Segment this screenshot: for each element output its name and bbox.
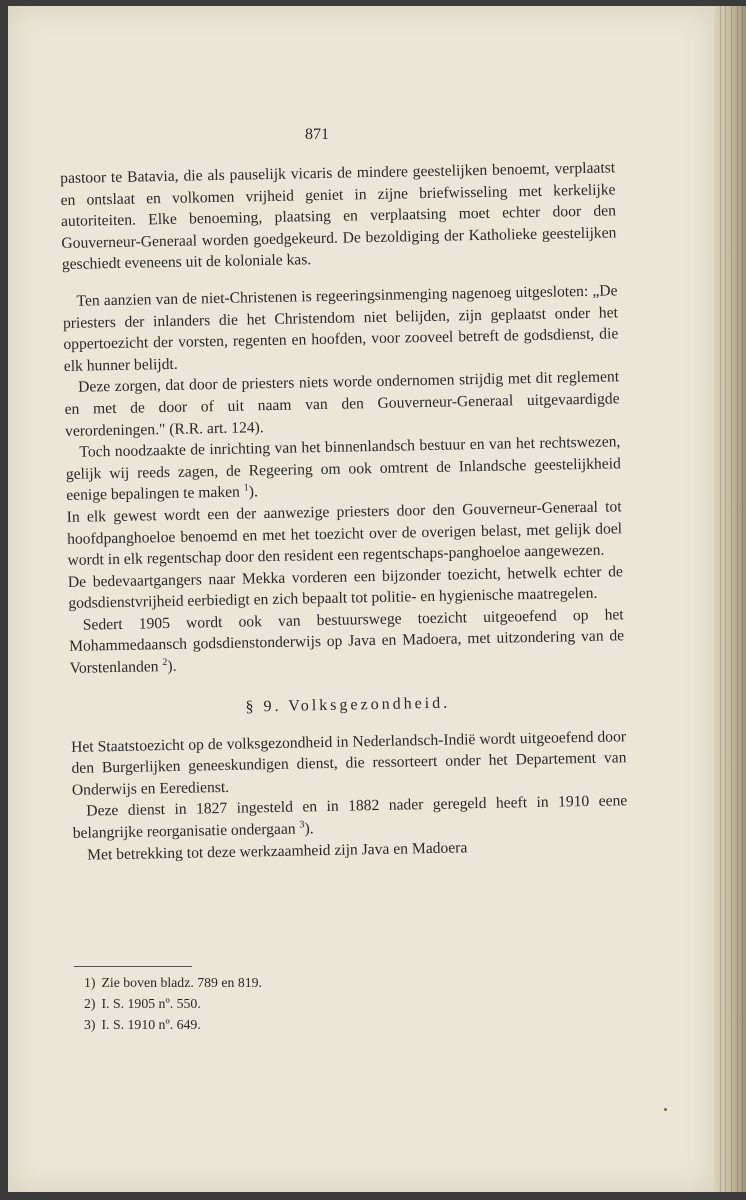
paragraph-text: Toch noodzaakte de inrichting van het binnenlandsch bestuur en van het rechtswezen, gelijk wij reeds zagen, de Regeering om ook omtrent de Inlandsche geestelijkheid eenige bepalingen te maken bbox=[65, 433, 621, 505]
paragraph: Deze zorgen, dat door de priesters niets worde ondernomen strijdig met dit reglement en met de door of uit naam van den Gouverneur-Generaal uitgevaardigde verordeningen." (R.R. art. 124). bbox=[64, 368, 620, 440]
paragraph: Ten aanzien van de niet-Christenen is regeeringsinmenging nagenoeg uitgesloten: „De priesters der inlanders die het Christendom niet belijden, zijn geplaatst onder het oppertoezicht der vorsten, regenten en hoofden, voor zooveel betreft de godsdienst, die elk hunner belijdt. bbox=[62, 282, 619, 375]
footnote-ref: 3 bbox=[299, 819, 305, 831]
page-edge bbox=[714, 6, 746, 1192]
footnote-ref: 1 bbox=[243, 482, 249, 494]
section-heading: § 9. Volksgezondheid. bbox=[245, 694, 451, 716]
paragraph-text: Deze dienst in 1827 ingesteld en in 1882 nader geregeld heeft in 1910 eene belangrijke reorganisatie ondergaan bbox=[72, 792, 628, 842]
footnote bbox=[84, 1014, 262, 1035]
page-number: 871 bbox=[305, 126, 329, 143]
paragraph: Het Staatstoezicht op de volksgezondheid in Nederlandsch-Indië wordt uitgeoefend door den Burgerlijken geneeskundigen dienst, die ressorteert onder het Departement van Onderwijs en Eeredienst. bbox=[70, 727, 627, 799]
footnotes bbox=[84, 972, 262, 1035]
paragraph: In elk gewest wordt een der aanwezige priesters door den Gouverneur-Generaal tot hoofdpanghoeloe benoemd en met het toezicht over de overigen belast, met gelijk doel wordt in elk regentschap door den resident een regentschaps-panghoeloe aangewezen. bbox=[66, 498, 623, 570]
paragraph: Met betrekking tot deze werkzaamheid zijn Java en Madoera bbox=[87, 838, 468, 864]
footnote bbox=[84, 972, 262, 993]
body-text bbox=[60, 157, 628, 866]
footnote-text: Zie boven bladz. 789 en 819. bbox=[101, 975, 262, 990]
footnote bbox=[84, 993, 262, 1014]
footnote-mark: 1) bbox=[84, 975, 96, 990]
paragraph bbox=[69, 604, 625, 679]
paragraph-tail: ). bbox=[167, 657, 177, 676]
paper-speck bbox=[664, 1108, 667, 1111]
paragraph: De bedevaartgangers naar Mekka vorderen een bijzonder toezicht, hetwelk echter de godsdienstvrijheid eerbiedigt en zich bepaalt tot politie- en hygienische maatregelen. bbox=[67, 562, 624, 613]
footnote-mark: 3) bbox=[84, 1017, 96, 1032]
footnote-mark: 2) bbox=[84, 996, 96, 1011]
footnote-ref: 2 bbox=[162, 656, 168, 669]
paragraph-tail: ). bbox=[248, 483, 259, 501]
paragraph: pastoor te Batavia, die als pauselijk vicaris de mindere geestelijken benoemt, verplaatst en ontslaat en volkomen vrijheid geniet in zijne briefwisseling met kerkelijke autoriteiten. Elke benoeming, plaatsing en verplaatsing moet echter door den Gouverneur-Generaal worden goedgekeurd. De bezoldiging der Katholieke geestelijken geschiedt eveneens uit de koloniale kas. bbox=[60, 159, 617, 274]
paragraph-text: Sedert 1905 wordt ook van bestuurswege toezicht uitgeoefend op het Mohammedaansch godsdienstonderwijs op Java en Madoera, met uitzondering van de Vorstenlanden bbox=[69, 606, 625, 677]
footnote-text: I. S. 1910 nº. 649. bbox=[101, 1017, 201, 1032]
paragraph-tail: ). bbox=[304, 820, 314, 838]
paragraph bbox=[65, 431, 621, 506]
footnote-text: I. S. 1905 nº. 550. bbox=[101, 996, 201, 1011]
footnote-divider bbox=[74, 966, 192, 967]
book-page bbox=[8, 6, 714, 1192]
